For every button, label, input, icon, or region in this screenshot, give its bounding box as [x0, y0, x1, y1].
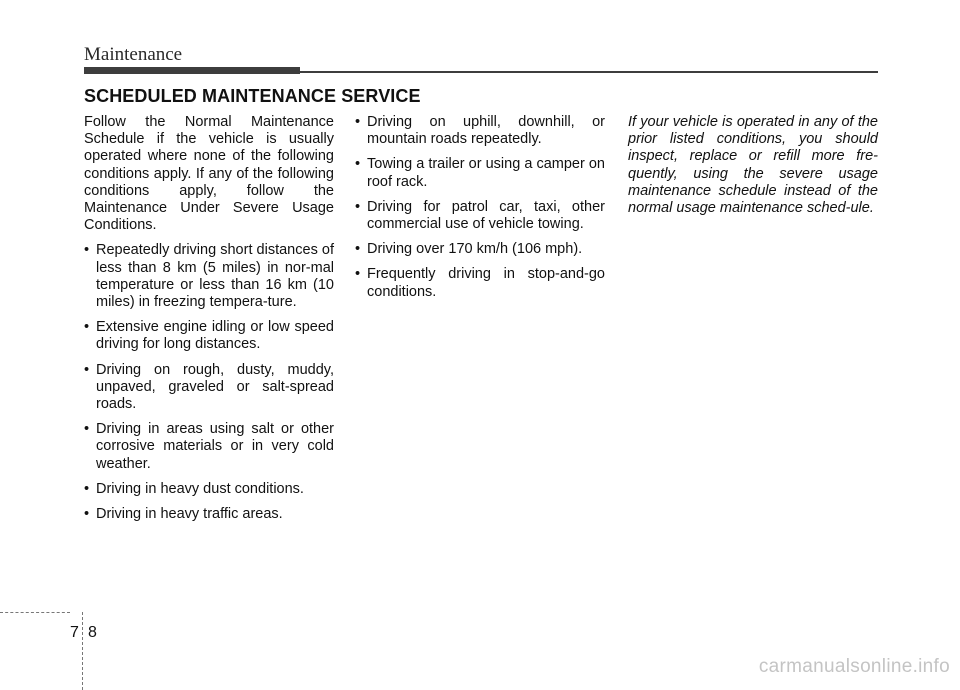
watermark: carmanualsonline.info [758, 656, 950, 677]
text-column-3 [628, 114, 878, 217]
list-item: • Towing a trailer or using a camper on roof rack. [355, 156, 605, 190]
severe-conditions-list-1 [84, 242, 334, 523]
section-heading: SCHEDULED MAINTENANCE SERVICE [84, 86, 421, 106]
severe-conditions-list-2 [355, 114, 605, 301]
trim-mark-vertical [82, 612, 83, 690]
list-item: • Driving in heavy dust conditions. [84, 481, 334, 498]
text-column-1 [84, 114, 334, 531]
list-item: • Driving in heavy traffic areas. [84, 506, 334, 523]
intro-paragraph: Follow the Normal Maintenance Schedule if the vehicle is usually operated where none of the following conditions apply. If any of the following conditions apply, follow the Maintenance Under Severe Usage Conditions. [84, 114, 334, 234]
list-item: • Driving on rough, dusty, muddy, unpaved, graveled or salt-spread roads. [84, 362, 334, 414]
page-number: 8 [88, 624, 97, 641]
header-rule [84, 71, 878, 73]
list-item: • Driving for patrol car, taxi, other commercial use of vehicle towing. [355, 199, 605, 233]
list-item: • Frequently driving in stop-and-go conditions. [355, 266, 605, 300]
list-item: • Driving on uphill, downhill, or mountain roads repeatedly. [355, 114, 605, 148]
text-column-2 [355, 114, 605, 309]
list-item: • Extensive engine idling or low speed driving for long distances. [84, 319, 334, 353]
note-paragraph: If your vehicle is operated in any of the prior listed conditions, you should inspect, replace or refill more fre-quently, using the severe usage maintenance schedule instead of the normal usage maintenance sched-ule. [628, 114, 878, 217]
list-item: • Repeatedly driving short distances of less than 8 km (5 miles) in nor-mal temperature or less than 16 km (10 miles) in freezing tempera-ture. [84, 242, 334, 311]
chapter-number: 7 [70, 624, 79, 641]
list-item: • Driving over 170 km/h (106 mph). [355, 241, 605, 258]
list-item: • Driving in areas using salt or other corrosive materials or in very cold weather. [84, 421, 334, 473]
trim-mark-horizontal [0, 612, 70, 613]
running-header: Maintenance [84, 44, 183, 65]
